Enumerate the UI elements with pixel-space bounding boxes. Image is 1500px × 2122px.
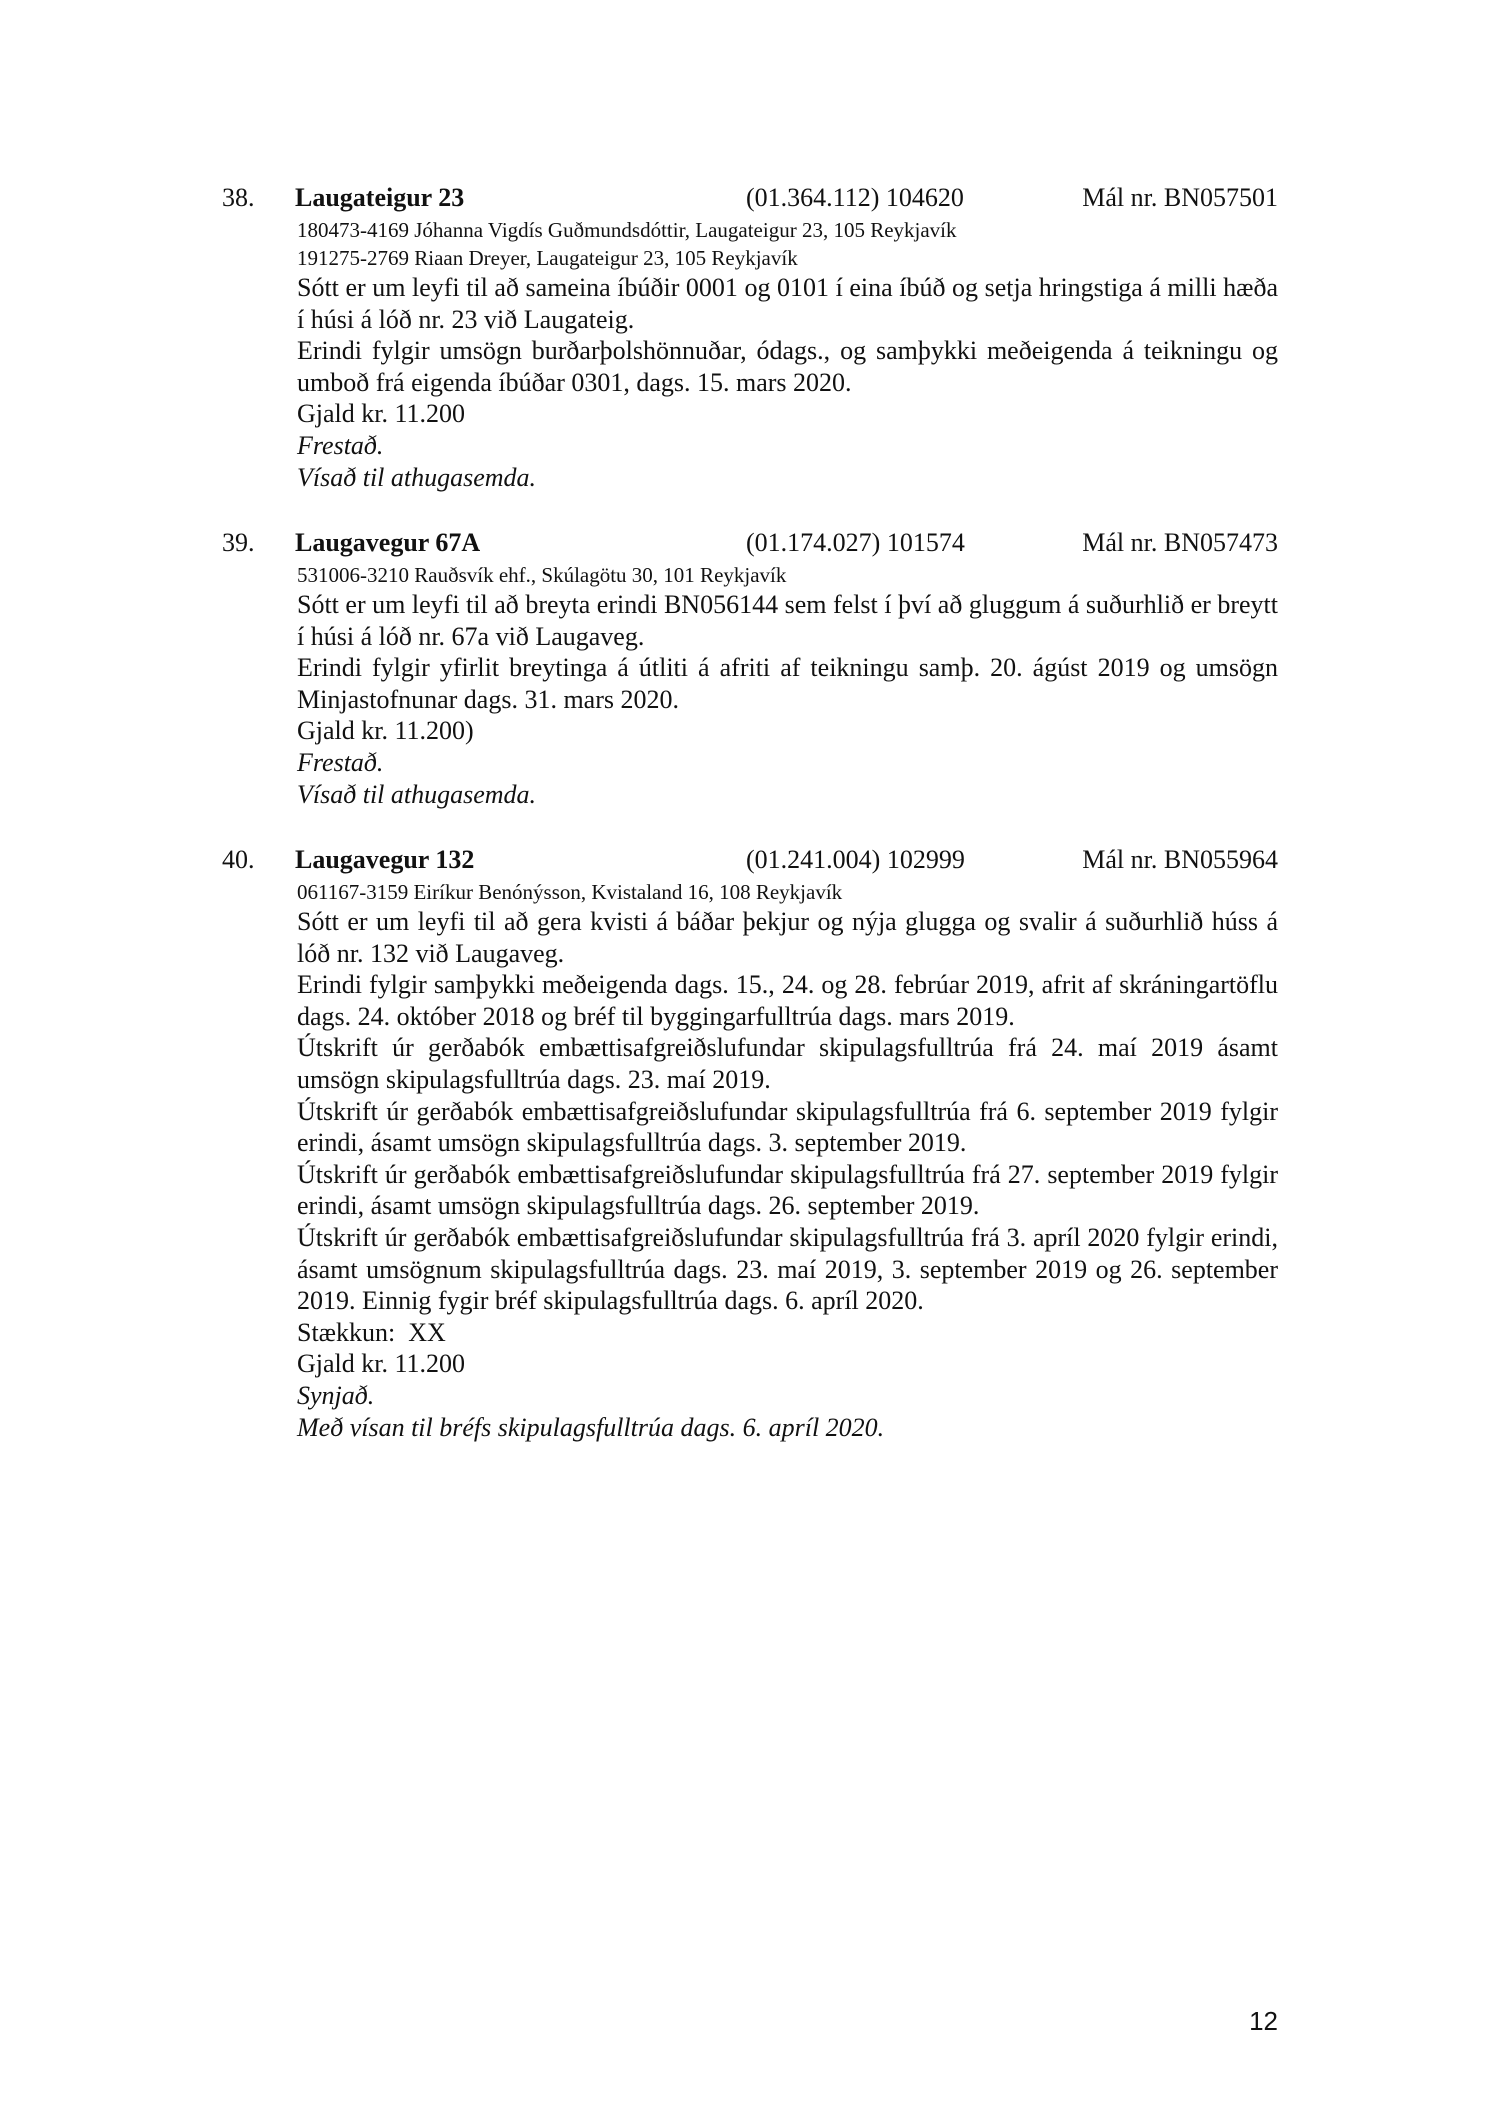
- decision-note: Vísað til athugasemda.: [297, 462, 537, 492]
- case-land-id: (01.174.027) 101574: [746, 528, 965, 557]
- case-number-ref: Mál nr. BN057473: [1082, 528, 1278, 557]
- case-body: [297, 878, 1278, 1443]
- case-paragraph: Sótt er um leyfi til að gera kvisti á báðar þekjur og nýja glugga og svalir á suðurhlið húss á lóð nr. 132 við Laugaveg.: [297, 907, 1278, 968]
- case-paragraph: Sótt er um leyfi til að breyta erindi BN056144 sem felst í því að gluggum á suðurhlið er breytt í húsi á lóð nr. 67a við Laugaveg.: [297, 590, 1278, 651]
- case-body: [297, 216, 1278, 493]
- applicant: 191275-2769 Riaan Dreyer, Laugateigur 23, 105 Reykjavík: [297, 246, 798, 270]
- case-40: [0, 842, 1500, 1443]
- case-38: [0, 180, 1500, 493]
- case-paragraph: Útskrift úr gerðabók embættisafgreiðslufundar skipulagsfulltrúa frá 3. apríl 2020 fylgir erindi, ásamt umsögnum skipulagsfulltrúa dags. 23. maí 2019, 3. september 2019 og 26. september 2019. Einnig fygir bréf skipulagsfulltrúa dags. 6. apríl 2020.: [297, 1222, 1278, 1316]
- case-land-id: (01.364.112) 104620: [746, 183, 964, 212]
- case-paragraph: Erindi fylgir samþykki meðeigenda dags. 15., 24. og 28. febrúar 2019, afrit af skráningartöflu dags. 24. október 2018 og bréf til byggingarfulltrúa dags. mars 2019.: [297, 970, 1278, 1031]
- case-number-ref: Mál nr. BN057501: [1082, 183, 1278, 212]
- case-paragraph: Útskrift úr gerðabók embættisafgreiðslufundar skipulagsfulltrúa frá 6. september 2019 fylgir erindi, ásamt umsögn skipulagsfulltrúa dags. 3. september 2019.: [297, 1096, 1278, 1158]
- case-number: 40.: [222, 845, 255, 874]
- decision-note: Með vísan til bréfs skipulagsfulltrúa dags. 6. apríl 2020.: [297, 1412, 885, 1442]
- case-address: Laugateigur 23: [295, 183, 465, 212]
- case-header: [0, 842, 1500, 878]
- applicant: 180473-4169 Jóhanna Vigdís Guðmundsdóttir, Laugateigur 23, 105 Reykjavík: [297, 218, 957, 242]
- page-number: 12: [1249, 2006, 1278, 2036]
- decision: Frestað.: [297, 747, 384, 777]
- case-paragraph: Sótt er um leyfi til að sameina íbúðir 0001 og 0101 í eina íbúð og setja hringstiga á milli hæða í húsi á lóð nr. 23 við Laugateig.: [297, 273, 1278, 334]
- decision: Frestað.: [297, 430, 384, 460]
- extension: Stækkun: XX: [297, 1317, 446, 1347]
- case-header: [0, 180, 1500, 216]
- case-number-ref: Mál nr. BN055964: [1082, 845, 1278, 874]
- case-body: [297, 561, 1278, 810]
- case-address: Laugavegur 132: [295, 845, 475, 874]
- applicant: 061167-3159 Eiríkur Benónýsson, Kvistaland 16, 108 Reykjavík: [297, 880, 843, 904]
- applicant: 531006-3210 Rauðsvík ehf., Skúlagötu 30, 101 Reykjavík: [297, 563, 787, 587]
- fee: Gjald kr. 11.200): [297, 716, 474, 746]
- decision-note: Vísað til athugasemda.: [297, 779, 537, 809]
- fee: Gjald kr. 11.200: [297, 399, 466, 429]
- case-number: 38.: [222, 183, 255, 212]
- case-address: Laugavegur 67A: [295, 528, 481, 557]
- case-header: [0, 525, 1500, 561]
- case-number: 39.: [222, 528, 255, 557]
- case-land-id: (01.241.004) 102999: [746, 845, 965, 874]
- case-paragraph: Útskrift úr gerðabók embættisafgreiðslufundar skipulagsfulltrúa frá 27. september 2019 fylgir erindi, ásamt umsögn skipulagsfulltrúa dags. 26. september 2019.: [297, 1159, 1278, 1221]
- case-paragraph: Erindi fylgir umsögn burðarþolshönnuðar, ódags., og samþykki meðeigenda á teikningu og umboð frá eigenda íbúðar 0301, dags. 15. mars 2020.: [297, 336, 1278, 397]
- case-39: [0, 525, 1500, 810]
- case-paragraph: Útskrift úr gerðabók embættisafgreiðslufundar skipulagsfulltrúa frá 24. maí 2019 ásamt umsögn skipulagsfulltrúa dags. 23. maí 2019.: [297, 1033, 1278, 1094]
- fee: Gjald kr. 11.200: [297, 1349, 466, 1379]
- case-paragraph: Erindi fylgir yfirlit breytinga á útliti á afriti af teikningu samþ. 20. ágúst 2019 og umsögn Minjastofnunar dags. 31. mars 2020.: [297, 653, 1278, 714]
- decision: Synjað.: [297, 1380, 375, 1410]
